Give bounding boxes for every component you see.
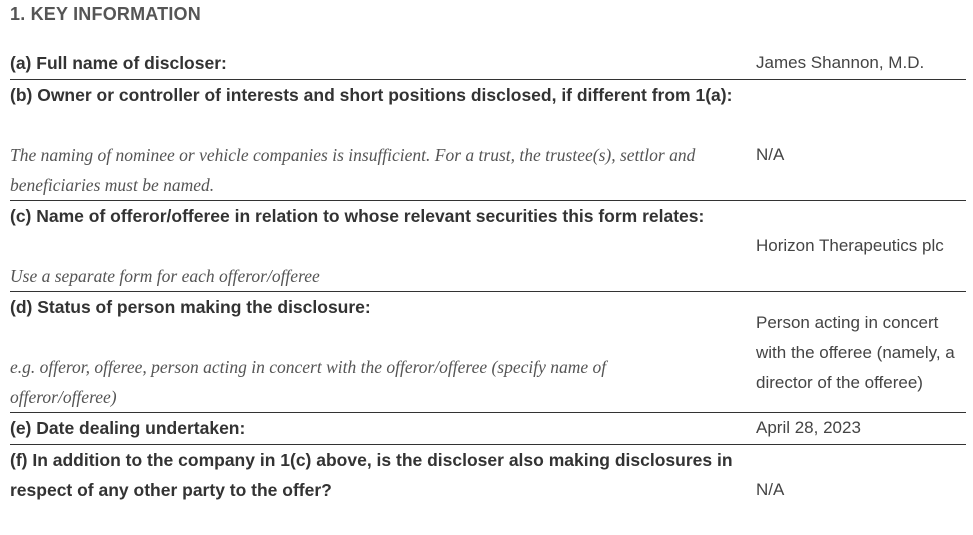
row-value (756, 445, 966, 506)
row-value (756, 48, 966, 80)
row-full-name (10, 48, 966, 80)
row-status (10, 292, 966, 413)
row-value (756, 80, 966, 201)
value-other-party: N/A (756, 480, 785, 499)
value-date: April 28, 2023 (756, 418, 861, 437)
row-label (10, 80, 756, 201)
note-owner-controller: The naming of nominee or vehicle companies is insufficient. For a trust, the trustee(s), settlor and beneficiaries must be named. (10, 145, 696, 195)
row-label (10, 413, 756, 445)
value-full-name: James Shannon, M.D. (756, 53, 925, 72)
question-full-name: (a) Full name of discloser: (10, 53, 227, 73)
row-value (756, 201, 966, 292)
row-label (10, 445, 756, 506)
row-date (10, 413, 966, 445)
row-label (10, 48, 756, 80)
note-offeror-offeree: Use a separate form for each offeror/offeree (10, 266, 320, 286)
row-offeror-offeree (10, 201, 966, 292)
question-owner-controller: (b) Owner or controller of interests and short positions disclosed, if different from 1(a): (10, 85, 733, 105)
row-other-party (10, 445, 966, 506)
key-information-table (10, 48, 966, 505)
row-value (756, 413, 966, 445)
section-heading: 1. KEY INFORMATION (10, 4, 201, 24)
row-label (10, 292, 756, 413)
question-other-party: (f) In addition to the company in 1(c) above, is the discloser also making disclosures in respect of any other party to the offer? (10, 450, 733, 500)
value-offeror-offeree: Horizon Therapeutics plc (756, 236, 944, 255)
row-owner-controller (10, 80, 966, 201)
note-status: e.g. offeror, offeree, person acting in concert with the offeror/offeree (specify name of offeror/offeree) (10, 357, 607, 407)
value-owner-controller: N/A (756, 145, 785, 164)
row-label (10, 201, 756, 292)
question-offeror-offeree: (c) Name of offeror/offeree in relation to whose relevant securities this form relates: (10, 206, 705, 226)
question-status: (d) Status of person making the disclosure: (10, 297, 371, 317)
value-status: Person acting in concert with the offeree (namely, a director of the offeree) (756, 313, 955, 392)
question-date: (e) Date dealing undertaken: (10, 418, 246, 438)
row-value (756, 292, 966, 413)
